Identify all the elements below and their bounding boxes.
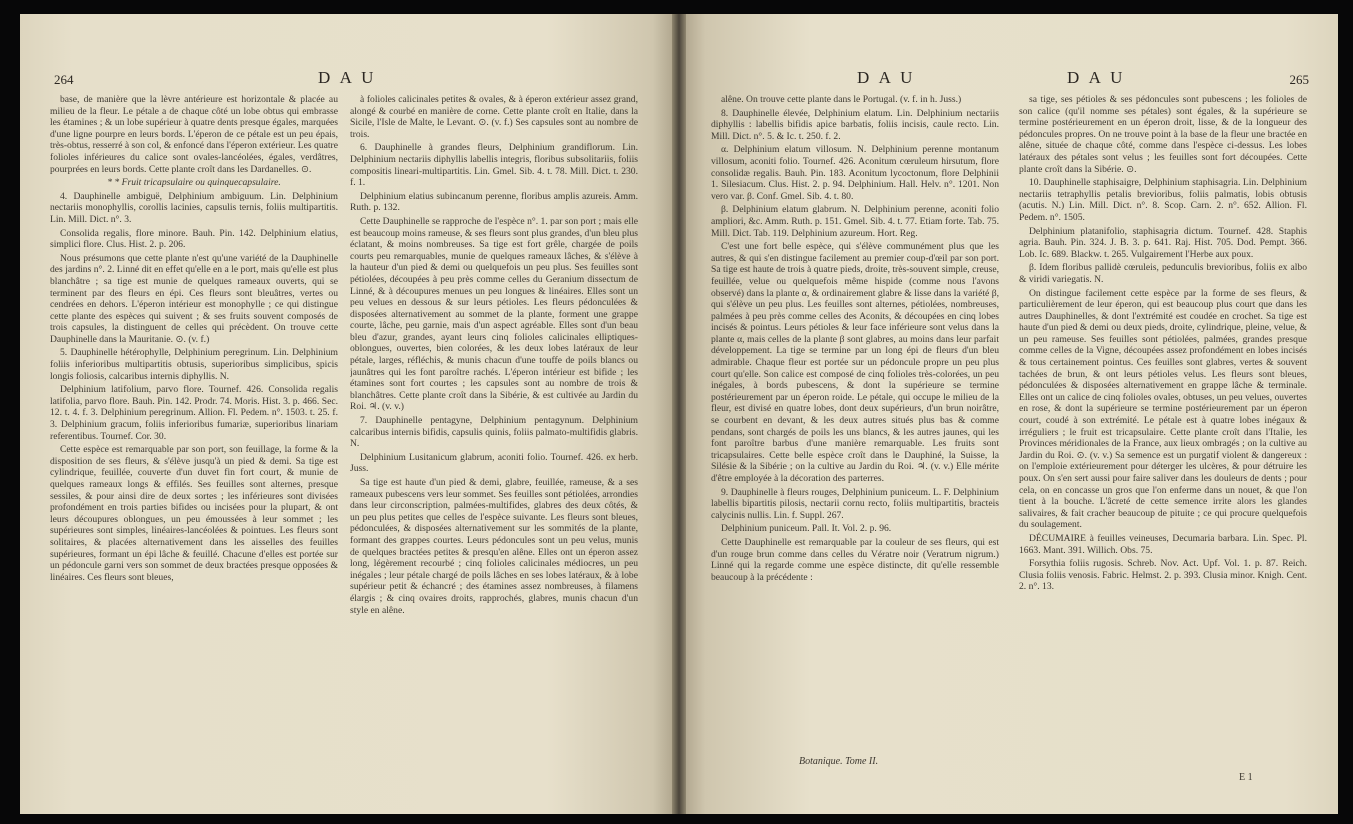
book-spread — [20, 14, 1338, 814]
footer-signature: E 1 — [1239, 772, 1253, 783]
paragraph: α. Delphinium elatum villosum. N. Delphinium perenne montanum villosum, aconiti folio. Tournef. 426. Aconitum cœruleum hirsutum, flore consolidæ regalis. Bauh. Pin. 183. Aconitum lycoctonum, flore Delphinii 1. Silesiacum. Clus. Hist. 2. p. 94. Delphinium. Hall. Helv. n°. 1201. Non vero var. β. Conf. Gmel. Sib. 4. t. 80. — [711, 144, 999, 202]
left-column-1 — [50, 94, 338, 585]
paragraph: alêne. On trouve cette plante dans le Portugal. (v. f. in h. Juss.) — [721, 94, 962, 105]
right-head-title: D A U — [857, 68, 916, 87]
paragraph: On distingue facilement cette espèce par la forme de ses fleurs, & particulièrement de leur éperon, qui est beaucoup plus court que dans les autres Dauphinelles, & dont l'extrémité est coudée en crochet. Sa tige est haute d'un pied & demi ou deux pieds, droite, cylindrique, pleine, velue, & un peu rameuse. Ses feuilles sont pétiolées, palmées, grandes presque comme celles de la Vigne, découpées assez profondément en lobes incisés & tous certainement pointus. Ces feuilles sont glabres, vertes & souvent tachées de brun, & ont leurs pétioles velus. Les fleurs sont bleues, pédonculées & disposées alternativement en grappe lâche & terminale. Elles ont un calice de cinq folioles ovales, obtuses, un peu velues, ouvertes en rose, & dont la supérieure se termine postérieurement par un éperon court, coudé à son extrémité. Le pétale est à quatre lobes inégaux & irréguliers ; le fruit est tricapsulaire. Cette plante croît dans l'Italie, les Provinces méridionales de la France, aux lieux ombragés ; on la cultive au Jardin du Roi. ⊙. (v. v.) Sa semence est un purgatif violent & dangereux : on l'emploie extérieurement pour déterger les ulcères, & pour détruire les poux. On s'en sert aussi pour faire saliver dans les douleurs de dents ; pour cela, on en concasse un gros que l'on enferme dans un nouet, & que l'on tient à la bouche. L'âcreté de cette semence irrite alors les glandes salivaires, & fait cracher beaucoup de pituite ; ce qui procure quelquefois du soulagement. — [1019, 287, 1307, 531]
right-running-head — [699, 68, 1309, 90]
right-column-1 — [711, 94, 999, 585]
right-column-2 — [1019, 94, 1307, 595]
paragraph: base, de manière que la lèvre antérieure est horizontale & placée au milieu de la fleur. Le pétale a de chaque côté un lobe obtus qui embrasse les étamines ; & un lobe supérieur à quatre dents presque égales, marquées d'une ligne pourpre en leurs bords. L'éperon de ce pétale est un peu épais, très-obtus, resserré à son col, & enfoncé dans l'éperon extérieur. Les quatre folioles inférieures du calice sont ovales-lancéolées, égales, verdâtres, pourprées en leurs bords. Cette plante croît dans les Dardanelles. ⊙. — [50, 94, 338, 175]
paragraph: à folioles calicinales petites & ovales, & à éperon extérieur assez grand, alongé & courbé en manière de corne. Cette plante croît en Italie, dans la Sicile, l'Isle de Malte, le Levant. ⊙. (v. f.) Ses capsules sont au nombre de trois. — [350, 94, 638, 140]
paragraph: 7. Dauphinelle pentagyne, Delphinium pentagynum. Delphinium calcaribus internis bifidis, capsulis quinis, foliis palmato-multifidis glabris. N. — [350, 415, 638, 450]
paragraph: 4. Dauphinelle ambiguë, Delphinium ambiguum. Lin. Delphinium nectariis monophyllis, corollis lacinies, capsulis ternis, foliis multipartitis. Lin. Mill. Dict. n°. 3. — [50, 190, 338, 225]
paragraph: DÉCUMAIRE à feuilles veineuses, Decumaria barbara. Lin. Spec. Pl. 1663. Mant. 391. Willich. Obs. 75. — [1019, 532, 1307, 556]
left-page — [20, 14, 679, 814]
right-page-number: 265 — [1289, 72, 1309, 87]
paragraph: C'est une fort belle espèce, qui s'élève communément plus que les autres, & qui s'en distingue facilement au premier coup-d'œil par son port. Sa tige est haute de trois à quatre pieds, droite, très-souvent simple, creuse, feuillée, velue ou quelquefois même hispide (comme nous l'avons observé) dans la plante α, & ordinairement glabre & lisse dans la variété β, qui s'élève un peu plus. Les feuilles sont alternes, pétiolées, nombreuses, palmées à peu près comme celles des Aconits, & découpées en cinq lobes incisés & pointus. Leurs pétioles & leur face inférieure sont velus dans la plante α, mais celles de la plante β sont glabres, au moins dans leur parfait développement. La tige se termine par un long épi de fleurs d'un bleu admirable. Chaque fleur est portée sur un pédoncule propre un peu plus court qu'elle. Son calice est composé de cinq folioles très-colorées, un peu inégales, à bords pubescens, & dont la supérieure se termine postérieurement par un éperon roide. Le pétale, qui occupe le milieu de la fleur, est divisé en quatre lobes, dont deux supérieurs, d'un brun noirâtre, se courbent en devant, & les deux autres situés plus bas & comme pendans, sont chargés de poils les uns blancs, & les autres jaunes, qui les font paroître barbus d'une manière remarquable. Les fruits sont tricapsulaires. Cette belle espèce croît dans le Dauphiné, la Suisse, la Silésie & la Sibérie ; on la cultive au Jardin du Roi. ♃. (v. v.) Elle mérite d'être employée à la décoration des parterres. — [711, 241, 999, 484]
paragraph: 5. Dauphinelle hétérophylle, Delphinium peregrinum. Lin. Delphinium foliis inferioribus multipartitis obtusis, superioribus simplicibus, spicis longis foliosis, calcaribus internis diphyllis. N. — [50, 347, 338, 382]
paragraph: Delphinium latifolium, parvo flore. Tournef. 426. Consolida regalis latifolia, parvo flore. Bauh. Pin. 142. Prodr. 74. Moris. Hist. 3. p. 466. Sec. 12. t. 4. f. 3. Delphinium peregrinum. Allion. Fl. Pedem. n°. 1503. t. 25. f. 3. Delphinium gracum, foliis inferioribus fumariæ, superioribus linariam referentibus. Tournef. Cor. 30. — [50, 384, 338, 442]
paragraph: Delphinium puniceum. Pall. It. Vol. 2. p. 96. — [721, 523, 892, 535]
paragraph: β. Idem floribus pallidè cœruleis, pedunculis brevioribus, foliis ex albo & viridi variegatis. N. — [1019, 262, 1307, 285]
book-gutter — [672, 14, 686, 814]
paragraph: Delphinium elatius subincanum perenne, floribus amplis azureis. Amm. Ruth. p. 132. — [350, 190, 638, 214]
paragraph: Cette Dauphinelle se rapproche de l'espèce n°. 1. par son port ; mais elle est beaucoup moins rameuse, & ses fleurs sont plus grandes, d'un bleu plus éclatant, & moins nombreuses. Sa tige est fort grêle, chargée de poils courts peu remarquables, munie de quelques rameaux lâches, & s'élève à la hauteur d'un pied & demi ou quelquefois un peu plus. Ses feuilles sont pétiolées, découpées à peu près comme celles du Geranium dissectum de Linné, & à découpures menues un peu longues & linéaires. Elles sont un peu velues en dessous & sur leurs pétioles. Les fleurs pédonculées & disposées alternativement au sommet de la plante, forment une grappe courte, lâche, peu garnie, mais d'un aspect agréable. Elles sont d'un beau bleu d'azur, grandes, ayant leurs cinq folioles calicinales elliptiques-oblongues, ouvertes, bien colorées, & les deux lobes latéraux de leur pétale, larges, réfléchis, & munis chacun d'une touffe de poils blancs ou jaunâtres qui les font paroître rachés. L'éperon intérieur est bifide ; les étamines sont fort courtes ; les capsules sont au nombre de trois & blanchâtres. Cette plante croît dans la Sibérie, & est cultivée au Jardin du Roi. ♃. (v. v.) — [350, 215, 638, 413]
left-page-number: 264 — [54, 72, 74, 87]
left-column-2 — [350, 94, 638, 618]
left-head-title: D A U — [318, 68, 377, 87]
paragraph: 6. Dauphinelle à grandes fleurs, Delphinium grandiflorum. Lin. Delphinium nectariis diphyllis labellis integris, floribus subsolitariis, foliis compositis lineari-multipartitis. Lin. Gmel. Sib. 4. t. 78. Mill. Dict. t. 230. f. 1. — [350, 142, 638, 189]
paragraph: Cette Dauphinelle est remarquable par la couleur de ses fleurs, qui est d'un rouge brun comme dans celles du Vératre noir (Veratrum nigrum.) Linné qui la regarde comme une espèce distincte, dit qu'elle ressemble beaucoup à la précédente : — [711, 536, 999, 583]
section-heading: * * Fruit tricapsulaire ou quinquecapsulaire. — [107, 177, 281, 189]
paragraph: 9. Dauphinelle à fleurs rouges, Delphinium puniceum. L. F. Delphinium labellis bipartitis pilosis, nectarii cornu recto, foliis multipartitis, bracteis calycinis nullis. Lin. f. Suppl. 267. — [711, 486, 999, 521]
paragraph: sa tige, ses pétioles & ses pédoncules sont pubescens ; les folioles de son calice (qu'il nomme ses pétales) sont égales, & la supérieure se termine postérieurement en un éperon droit, lisse, & de la longueur des pédoncules propres. On ne trouve point à la base de la fleur une bractée en alêne, située de chaque côté, comme dans l'espèce ci-dessus. Les lobes latéraux des pétales sont velus ; les feuilles sont fort découpées. Cette plante croît dans la Sibérie. ⊙. — [1019, 94, 1307, 175]
right-head-title-2: D A U — [1067, 68, 1126, 87]
paragraph: Delphinium Lusitanicum glabrum, aconiti folio. Tournef. 426. ex herb. Juss. — [350, 451, 638, 475]
left-running-head — [54, 68, 654, 90]
paragraph: Cette espèce est remarquable par son port, son feuillage, la forme & la disposition de ses fleurs, & s'élève jusqu'à un pied & demi. Sa tige est cylindrique, feuillée, couverte d'un duvet fin fort court, & munie de quelques rameaux longs & effilés. Ses feuilles sont alternes, presque sessiles, & pour ainsi dire de deux sortes ; les inférieures sont divisées profondément en trois parties bifides ou incisées pour la plupart, & ont leurs découpures oblongues, un peu émoussées à leur sommet ; les supérieures sont simples, linéaires-lancéolées & pointues. Les fleurs sont solitaires, & placées alternativement dans les aisselles des feuilles supérieures, formant un épi lâche & feuillé. Chacune d'elles est portée sur un pédoncule garni vers son sommet de deux bractées presque opposées & linéaires. Ces fleurs sont bleues, — [50, 444, 338, 583]
paragraph: β. Delphinium elatum glabrum. N. Delphinium perenne, aconiti folio ampliori, &c. Amm. Ruth. p. 151. Gmel. Sib. 4. t. 77. Etiam forte. Tab. 75. Mill. Dict. Tab. 119. Delphinium azureum. Hort. Reg. — [711, 204, 999, 239]
paragraph: 8. Dauphinelle élevée, Delphinium elatum. Lin. Delphinium nectariis diphyllis : labellis bifidis apice barbatis, foliis incisis, caule recto. Lin. Mill. Dict. n°. 5. & Ic. t. 250. f. 2. — [711, 107, 999, 142]
paragraph: Sa tige est haute d'un pied & demi, glabre, feuillée, rameuse, & a ses rameaux pubescens vers leur sommet. Ses feuilles sont pétiolées, arrondies dans leur circonscription, palmées-multifides, glabres des deux côtés, & un peu plus petites que celles de l'espèce suivante. Les fleurs sont bleues, pédonculées, & disposées alternativement sur les sommités de la plante, formant des grappes courtes. Leurs pédoncules sont un peu velus, munis de quelques bractées petites & presqu'en alêne. Elles ont un éperon assez long, légèrement recourbé ; cinq folioles calicinales médiocres, un peu inégales ; leur pétale chargé de poils lâches en ses lobes latéraux, & à lobe supérieur petit & échancré ; des étamines assez nombreuses, à filamens élargis ; & cinq ovaires droits, rapprochés, glabres, munis chacun d'un style en alêne. — [350, 477, 638, 616]
right-page — [679, 14, 1338, 814]
paragraph: Forsythia foliis rugosis. Schreb. Nov. Act. Upf. Vol. 1. p. 87. Reich. Clusia foliis venosis. Fabric. Helmst. 2. p. 393. Clusia minor. Knigh. Cent. 2. n°. 13. — [1019, 558, 1307, 593]
paragraph: Nous présumons que cette plante n'est qu'une variété de la Dauphinelle des jardins n°. 2. Linné dit en effet qu'elle en a le port, mais qu'elle est plus blanchâtre ; sa tige est munie de quelques rameaux ouverts, qui se terminent par des fleurs en épi. Ces fleurs sont bleuâtres, vertes ou cendrées en dehors. L'éperon intérieur est monophylle ; ce qui distingue cette plante des espèces qui suivent ; & ses fruits souvent composés de trois capsules, la distinguent de celles qui précèdent. On trouve cette Dauphinelle dans la Mauritanie. ⊙. (v. f.) — [50, 252, 338, 345]
paragraph: Consolida regalis, flore minore. Bauh. Pin. 142. Delphinium elatius, simplici flore. Clus. Hist. 2. p. 206. — [50, 227, 338, 251]
paragraph: 10. Dauphinelle staphisaigre, Delphinium staphisagria. Lin. Delphinium nectariis tetraphyllis petalis brevioribus, foliis palmatis, lobis obtusis (acutis. N.) Lin. Mill. Dict. n°. 8. Scop. Carn. 2. n°. 652. Allion. Fl. Pedem. n°. 1505. — [1019, 177, 1307, 223]
footer-title: Botanique. Tome II. — [799, 756, 879, 767]
paragraph: Delphinium platanifolio, staphisagria dictum. Tournef. 428. Staphis agria. Bauh. Pin. 324. J. B. 3. p. 641. Raj. Hist. 705. Dod. Pempt. 366. Lob. Ic. 689. Blackw. t. 265. Vulgairement l'Herbe aux poux. — [1019, 225, 1307, 260]
